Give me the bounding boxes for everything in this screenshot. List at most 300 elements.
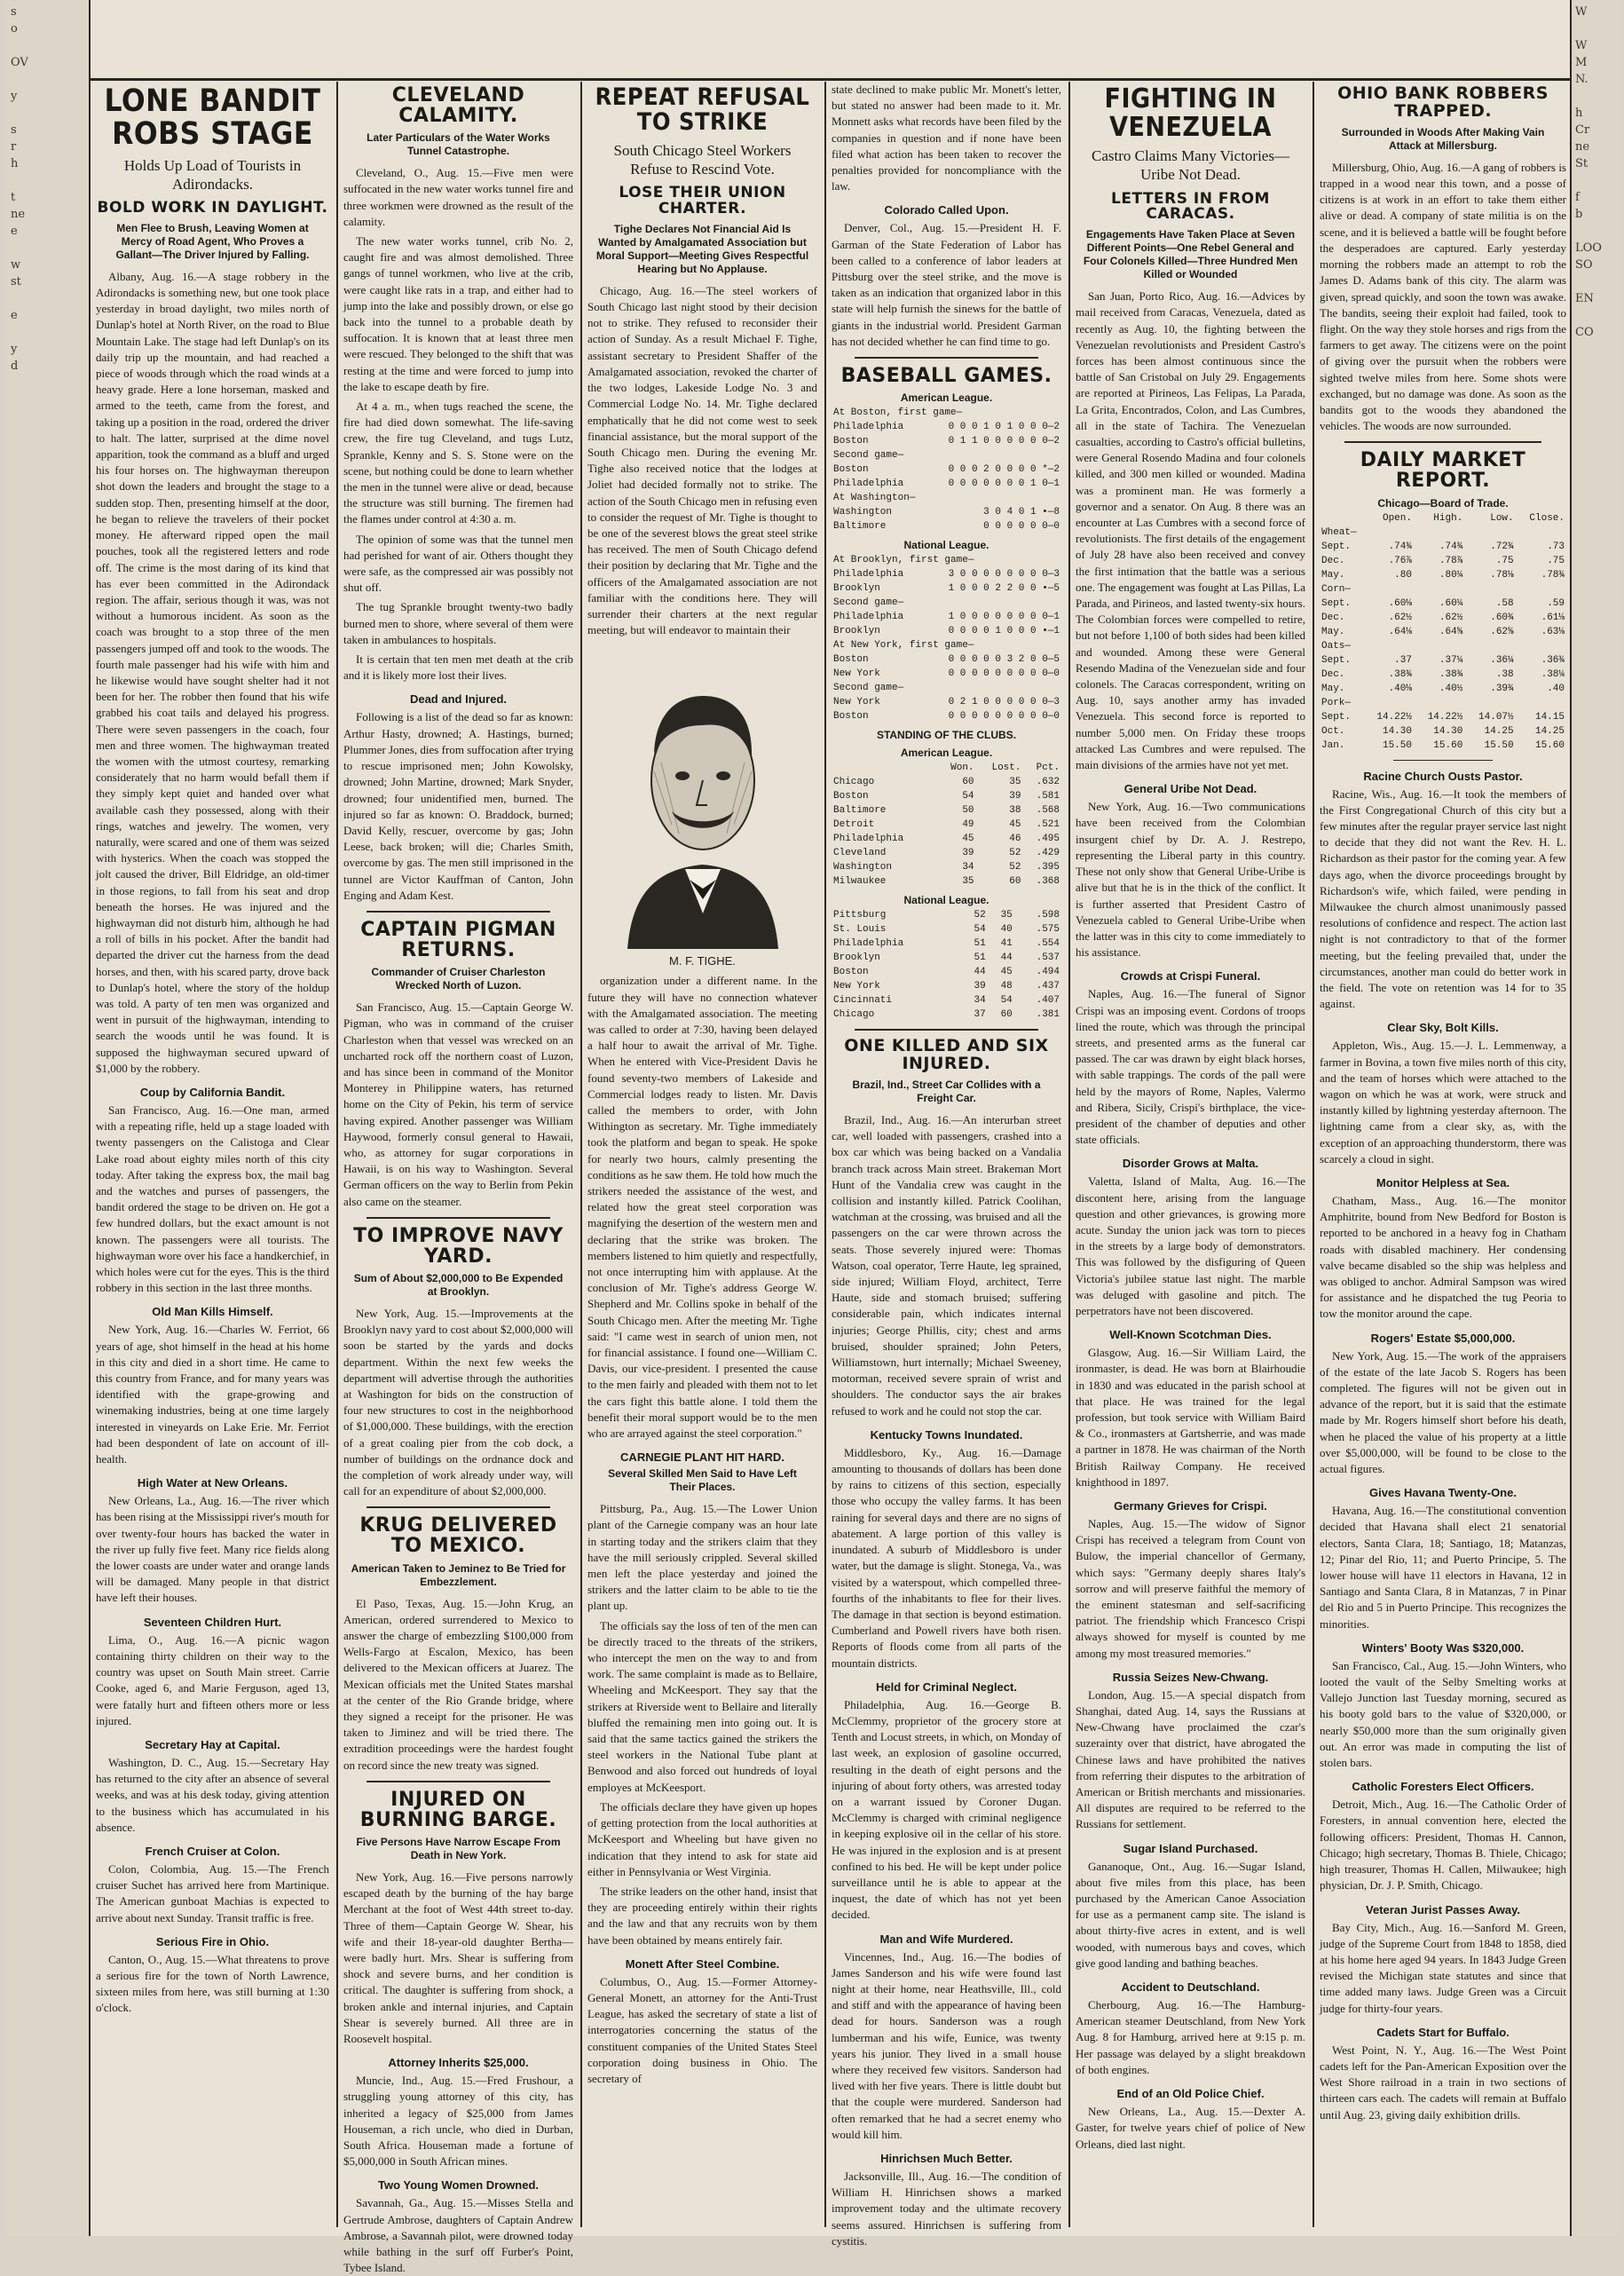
table-row xyxy=(832,789,1061,803)
divider xyxy=(367,1506,550,1508)
column-2 xyxy=(343,82,573,2275)
brief-title: Monitor Helpless at Sea. xyxy=(1376,1175,1510,1189)
price: 14.25 xyxy=(1534,725,1565,737)
price: 14.22½ xyxy=(1376,711,1412,723)
column-3 xyxy=(587,82,817,2227)
summary-deck: Brazil, Ind., Street Car Collides with a Freight Car. xyxy=(852,1079,1041,1105)
article-text: Denver, Col., Aug. 15.—President H. F. Garman of the State Federation of Labor has been called to a conference of labor leaders at Pittsburg over the steel strike, and the move is taken as an indication that organized labor in this state will help furnish the sinews for the battle of giants in the industrial world. President Garman has not decided whether he can find time to go. xyxy=(832,221,1061,348)
price: .37 xyxy=(1394,654,1412,666)
losses: 48 xyxy=(1000,981,1013,992)
inning-line: 0 0 0 2 0 0 0 0 *—2 xyxy=(948,464,1060,476)
table-row xyxy=(832,709,1061,723)
price: .78⅞ xyxy=(1439,555,1463,566)
column-rule xyxy=(1068,82,1070,2227)
losses: 39 xyxy=(1009,791,1021,802)
percentage: .429 xyxy=(1036,848,1060,859)
article-text: The opinion of some was that the tunnel men had perished for want of air. Others thought they were safe, as the compressed air was possibly not shut off. xyxy=(343,532,573,595)
inning-line: 1 0 0 0 2 2 0 0 •—5 xyxy=(948,583,1060,595)
article-text: At 4 a. m., when tugs reached the scene, the fire had died down somewhat. The life-saving crew, the fire tug Cleveland, and tugs Lutz, Sprankle, Kenny and S. S. Stone were on the scene, but nothing could be done to learn whether the men in the tunnel were alive or dead, because the structure was still burning. The firemen had the flames under control at 4:30 a. m. xyxy=(343,399,573,526)
table-row xyxy=(832,667,1061,681)
month: May. xyxy=(1321,569,1345,581)
price: .38¾ xyxy=(1388,668,1412,680)
article-text: San Francisco, Aug. 16.—One man, armed with a repeating rifle, held up a stage loaded with twenty passengers on the Calistoga and Clear Lake road about eighty miles north of this city today. After taking the express box, the mail bag and the watches and purses of passengers, the bandit ordered the stage to be driven on. He got a few hundred dollars, but the exact amount is not known. The passengers were all tourists. The highwayman wore over his face a handkerchief, in which holes were cut for the eyes. This is the third robbery in this section in the last three months. xyxy=(96,1103,329,1295)
brief-title: Kentucky Towns Inundated. xyxy=(870,1427,1023,1442)
table-row xyxy=(832,519,1061,533)
table-row xyxy=(832,951,1061,965)
brief-title: Crowds at Crispi Funeral. xyxy=(1120,969,1261,984)
brief-title: French Cruiser at Colon. xyxy=(145,1844,280,1858)
brief-title: Monett After Steel Combine. xyxy=(625,1956,780,1971)
article-text: Naples, Aug. 15.—The widow of Signor Crispi has received a telegram from Count von Bulow, the imperial chancellor of Germany, which says: "Germany deeply shares Italy's sorrow and will preserve faithful the memory of the eminent statesman and self-sacrificing patriot. The friendship which Francesco Crispi always showed for myself is counted by me among my most treasured memories." xyxy=(1076,1517,1305,1660)
price: .40 xyxy=(1547,683,1565,694)
brief-title: CARNEGIE PLANT HIT HARD. xyxy=(620,1450,784,1465)
brief-title: Dead and Injured. xyxy=(409,692,508,707)
brief-title: Catholic Foresters Elect Officers. xyxy=(1352,1780,1534,1794)
article-text: The tug Sprankle brought twenty-two badly burned men to shore, where several of them were taken in ambulances to hospitals. xyxy=(343,600,573,646)
month: Oct. xyxy=(1321,725,1345,737)
commodity-label: Wheat— xyxy=(1321,526,1357,538)
article-text: Canton, O., Aug. 15.—What threatens to prove a serious fire for the town of North Lawrence, sixteen miles from here, was still burning at 1:30 o'clock. xyxy=(96,1952,329,2015)
game-label: Second game— xyxy=(833,450,904,462)
article-text: Havana, Aug. 16.—The constitutional convention decided that Havana shall elect 21 senatorial electors, Santa Clara, 18; Santiago, 18; Matanzas, 12; Pinar del Rio, 11; and Puerto Principe, 5. The lower house will have 11 electors in Havana, 12 in Santiago and Santa Clara, 8 in Matanzas, 7 in Pinar del Rio and 5 in Puerto Principe. This recognizes the minorities. xyxy=(1320,1504,1566,1631)
wins: 35 xyxy=(962,876,974,888)
wins: 50 xyxy=(962,805,974,817)
column-header: Pct. xyxy=(1036,763,1060,774)
column-header: Close. xyxy=(1529,512,1565,524)
month: Dec. xyxy=(1321,668,1345,680)
price: .80 xyxy=(1394,569,1412,581)
price: .64⅛ xyxy=(1388,626,1412,637)
team-name: Philadelphia xyxy=(833,478,904,490)
inning-line: 0 0 0 0 1 0 0 0 •—1 xyxy=(948,626,1060,637)
american-league-scores xyxy=(832,406,1061,533)
divider xyxy=(855,1029,1038,1031)
subheadline: LETTERS IN FROM CARACAS. xyxy=(1111,189,1270,224)
brief-title: General Uribe Not Dead. xyxy=(1123,782,1257,796)
percentage: .368 xyxy=(1036,876,1060,888)
brief-title: Germany Grieves for Crispi. xyxy=(1114,1499,1267,1513)
wins: 34 xyxy=(974,995,986,1007)
losses: 45 xyxy=(1000,967,1013,978)
wins: 54 xyxy=(974,924,986,936)
article-text: New York, Aug. 16.—Charles W. Ferriot, 66 years of age, shot himself in the head at his home in this city and died in a short time. He came to this country from France, and for many years was identified with the grape-growing and winemaking industries, being at one time largely interested in vineyards on Lake Erie. Mr. Ferriot had been despondent of late on account of ill-health. xyxy=(96,1323,329,1466)
article-text: Albany, Aug. 16.—A stage robbery in the Adirondacks is something new, but one took place yesterday in broad daylight, two miles north of Dunlap's hotel at North River, on the road to Blue Mountain Lake. The stage had left Dunlap's on its daily trip up the mountain, and had reached a piece of woods through which the road winds at a heavy grade. Here a lone horseman, masked and armed to the teeth, came from the forest, and taking up a position in the road, ordered the driver to halt. The latter, surprised at the dime novel apparition, took the command as a bluff and urged his four horses on. The highwayman thereupon shot down the leaders and brought the stage to a sudden stop. Then, presenting himself at the door, he began to relieve the travelers of their pocket money. He afterward ripped open the mail pouches, took all the registered letters and rode off. The crime is the most daring of its kind that has ever been committed in the Adirondack region. The affair, serious though it was, was not without a humorous incident. As soon as the coach was brought to a stop three of the men passengers jumped off and took to the woods. The fourth male passenger had his wife with him and he likewise would have sought shelter had it not been for her. The robber then found that his wife grabbed his coat tails and delayed his progress. There were seven passengers in the coach, four men and three women. The highwayman treated the women with the utmost courtesy, remarking considerately that no harm would befall them if they simply kept quiet and handed over what available cash they possessed, along with their rings, watches and jewelry. The women, very naturally, were scared and one of them was seized with hysterics. When the coach was stopped the jolt caused the driver, Bill Eldridge, an old-timer in those regions, to fall from his seat and drop beneath the horses. He was injured and the highwayman did not disturb him, although he had a roll of bills in his pocket. After the bandit had departed the driver cut the harness from the dead horses, and then, with his scared party, drove back to Dunlap's hotel, where the story of the holdup was told. A party of ten men was organized and went in pursuit of the highwayman, intending to search the woods until he was found. It is supposed the highwayman secured upward of $1,000 by the robbery. xyxy=(96,269,329,1075)
american-standings-table xyxy=(832,761,1061,889)
brief-title: Racine Church Ousts Pastor. xyxy=(1363,769,1523,783)
article-text: organization under a different name. In the future they will have no connection whatever with the Amalgamated association. The meeting was called to order at 7:30, having been delayed a half hour to await the arrival of Mr. Tighe. When he entered with Vice-President Davis he found seventy-two members of Lakeside and Commercial lodges ready to listen. Mr. Davis called the members to order, with John Withington as secretary. Mr. Tighe immediately took the platform and began to speak. He spoke for nearly two hours, calmly presenting the conditions as he saw them. He told how much the strikers needed the assistance of the west, and related how the great steel corporation was magnifying the desertion of the western men and declaring that the strike was broken. The members listened to him quietly and respectfully, not once interrupting him with applause. At the conclusion of Mr. Tighe's address George W. Shepherd and Mr. Collins spoke in behalf of the South Chicago men. After the meeting Mr. Tighe said: "I came west in search of union men, not for financial assistance. I found one—William C. Davis, our vice-president. I presented the cause to the men fairly and pleaded with them not to let the cars fight this battle alone. I told them the benefit their moral support would be to the men who are arrayed against the steel corporation." xyxy=(587,974,817,1441)
price: .59 xyxy=(1547,597,1565,609)
table-row xyxy=(832,922,1061,936)
article-text: Brazil, Ind., Aug. 16.—An interurban street car, well loaded with passengers, crashed into a box car which was being backed on a Vandalia branch track across Main street. Brakeman Mort Hunt of the Vandalia crew was caught in the collision and instantly killed. Patrick Coolihan, watchman at the crossing, was bruised and all the passengers on the car were thrown across the seats. Those severely injured were: Thomas Watson, coal operator, Terre Haute, leg sprained, side injured; William Floyd, architect, Terre Haute, side and stomach bruised; suffering considerable pain, which indicates internal injuries; George Phillis, city; chest and arms bruised, shoulder sprained; John Peters, Williamstown, hurt internally; Michael Sweeney, motorman, received severe sprain of wrist and shoulders. The conductor says the air brakes refused to work and he could not stop the car. xyxy=(832,1113,1061,1418)
brief-title: Two Young Women Drowned. xyxy=(377,2178,540,2193)
team-name: St. Louis xyxy=(833,924,887,936)
article-text: New York, Aug. 16.—Two communications have been received from the Colombian insurgent chief by Dr. A. J. Restrepo, representing the Liberal party in this country. These not only show that General Uribe-Uribe is alive but that he is in the thick of the conflict. It is further asserted that President Castro of Venezuela cabled to General Uribe-Uribe when the latter was in this city to come immediately to his assistance. xyxy=(1076,800,1305,960)
price: .72¾ xyxy=(1490,541,1514,552)
brief-title: Coup by California Bandit. xyxy=(139,1086,286,1099)
month: Dec. xyxy=(1321,555,1345,566)
summary-deck: Engagements Have Taken Place at Seven Different Points—One Rebel General and Four Colonels Killed—Three Hundred Men Killed or Wounded xyxy=(1083,228,1298,281)
article-text: Middlesboro, Ky., Aug. 16.—Damage amounting to thousands of dollars has been done by rains to citizens of this section, especially those who occupy the valley farms. It has been raining for several days and there are no signs of abatement. A large portion of this valley is inundated. A suburb of Middlesboro is under water, but the damage is slight. Stonega, Va., was visited by a waterspout, which compelled three-fourths of the inhabitants to flee for their lives. The damage in that section is beyond estimation. Cumberland and Powell rivers have both risen. Reports of floods come from all parts of the mountain districts. xyxy=(832,1445,1061,1670)
table-row xyxy=(832,775,1061,789)
losses: 60 xyxy=(1000,1009,1013,1021)
losses: 41 xyxy=(1000,938,1013,950)
divider xyxy=(855,357,1038,359)
losses: 35 xyxy=(1009,777,1021,788)
article-text: New York, Aug. 15.—Improvements at the Brooklyn navy yard to cost about $2,000,000 will soon be started by the yards and docks department. Within the next few weeks the department will advertise through the authorities at Washington for bids on the construction of four new structures to cost in the neighborhood of $1,000,000. These buildings, with the erection of a great coaling pier from the cob dock, a number of buildings on the ordnance dock and the completion of work already under way, will call for an expenditure of about $2,000,000. xyxy=(343,1306,573,1498)
table-row xyxy=(832,624,1061,638)
losses: 40 xyxy=(1000,924,1013,936)
standings-title: STANDING OF THE CLUBS. xyxy=(876,729,1017,742)
price: .80¼ xyxy=(1439,569,1463,581)
article-text: Colon, Colombia, Aug. 15.—The French cruiser Suchet has arrived here from Martinique. The American gunboat Machias is expected to arrive about next Sunday. Transit traffic is free. xyxy=(96,1861,329,1924)
table-row xyxy=(832,434,1061,448)
column-rule xyxy=(1313,82,1314,2227)
price: .78¾ xyxy=(1541,569,1565,581)
article-text: Glasgow, Aug. 16.—Sir William Laird, the ironmaster, is dead. He was born at Blairhoudie in 1830 and was educated in the parish school at that place. He was trained for the legal profession, but took service with William Baird & Co., ironmasters at Gartsherrie, and was made a partner in 1878. He was chairman of the North British Railway Company. He received knighthood in 1897. xyxy=(1076,1346,1305,1489)
divider xyxy=(367,1217,550,1219)
game-label: Second game— xyxy=(833,597,904,609)
price: .38¼ xyxy=(1541,668,1565,680)
column-5 xyxy=(1076,82,1305,2227)
team-name: Cincinnati xyxy=(833,995,893,1007)
percentage: .395 xyxy=(1036,862,1060,873)
price: .74¾ xyxy=(1388,541,1412,552)
table-row xyxy=(1320,668,1566,682)
inning-line: 0 2 1 0 0 0 0 0 0—3 xyxy=(948,697,1060,708)
price: .38¾ xyxy=(1439,668,1463,680)
team-name: Baltimore xyxy=(833,521,887,533)
price: .36¼ xyxy=(1490,654,1514,666)
game-score-table xyxy=(832,491,1061,533)
headline: FIGHTING IN VENEZUELA xyxy=(1104,83,1277,143)
game-label: At Boston, first game— xyxy=(833,407,963,419)
percentage: .537 xyxy=(1036,952,1060,964)
summary-deck: Five Persons Have Narrow Escape From Death in New York. xyxy=(356,1835,561,1861)
inning-line: 0 0 0 0 0 0 0 0 0—0 xyxy=(948,668,1060,680)
deck: South Chicago Steel Workers Refuse to Rescind Vote. xyxy=(613,141,792,178)
table-row xyxy=(832,936,1061,951)
wins: 54 xyxy=(962,791,974,802)
column-header: Open. xyxy=(1382,512,1412,524)
inning-line: 0 1 1 0 0 0 0 0 0—2 xyxy=(948,436,1060,447)
month: Jan. xyxy=(1321,739,1345,751)
headline: CAPTAIN PIGMAN RETURNS. xyxy=(360,918,556,962)
brief-title: Man and Wife Murdered. xyxy=(879,1932,1013,1946)
price: .75 xyxy=(1547,555,1565,566)
brief-title: Veteran Jurist Passes Away. xyxy=(1366,1902,1520,1916)
article-text: New York, Aug. 16.—Five persons narrowly escaped death by the burning of the hay barge Merchant at the foot of West 44th street to-day. Three of them—Captain George W. Shear, his wife and their 18-year-old daughter Bertha—were badly hurt. Mrs. Shear is suffering from shock and severe burns, and her condition is critical. The daughter is suffering from shock, a broken ankle and internal injuries, and Captain Shear is severely burned. All three are in Roosevelt hospital. xyxy=(343,1869,573,2046)
article-text: New York, Aug. 15.—The work of the appraisers of the estate of the late Jacob S. Rogers has been completed. The figures will not be given out in advance of the report, but it is said that the estimate made by Mr. Rogers himself short before his death, when he placed the value of his property at a little over $5,000,000, will be found to be close to the actual figures. xyxy=(1320,1348,1566,1476)
losses: 54 xyxy=(1000,995,1013,1007)
table-row xyxy=(832,1008,1061,1022)
team-name: Philadelphia xyxy=(833,569,904,581)
percentage: .495 xyxy=(1036,834,1060,845)
headline: INJURED ON BURNING BARGE. xyxy=(359,1788,557,1831)
wins: 49 xyxy=(962,819,974,831)
table-row xyxy=(832,908,1061,922)
inning-line: 3 0 0 0 0 0 0 0 0—3 xyxy=(948,569,1060,581)
price: 15.50 xyxy=(1484,739,1514,751)
subheadline: LOSE THEIR UNION CHARTER. xyxy=(619,184,786,218)
table-row xyxy=(832,993,1061,1008)
game-label: Second game— xyxy=(833,683,904,694)
table-row xyxy=(832,846,1061,860)
wins: 34 xyxy=(962,862,974,873)
table-row xyxy=(832,832,1061,846)
price: .76⅞ xyxy=(1388,555,1412,566)
brief-title: Well-Known Scotchman Dies. xyxy=(1109,1328,1272,1342)
team-name: Washington xyxy=(833,507,893,518)
article-text: San Juan, Porto Rico, Aug. 16.—Advices by mail received from Caracas, Venezuela, dated as recently as Aug. 10, the fighting between the Venezuelan revolutionists and President Castro's forces has been almost continuous since the battle of San Cristobal on July 29. Engagements are reported at Pirineos, Las Felipas, La Parada, La Grita, Encontrados, Colon, and Las Cumbres, all in the state of Tachira. The Venezuelan casualties, according to Castro's official bulletins, were General Rosendo Madina and four colonels killed, and 300 men killed or wounded. Madina was a prominent man. He was formerly a governor and a senator. On Aug. 8 there was an encounter at Las Cumbres with a second force of revolutionists. The first details of the engagement of July 28 have also been received and convey the first intimation that the battle was a serious one. The engagement was fought at Las Pillas, La Parada, and Pirineos, and lasted twenty-six hours. The Colombian forces were compelled to retire, but not before 1,100 of both sides had been killed and wounded. Among these were General Resendo Madina of the Venezuelan side and four colonels. The Caracas correspondent, writing on Aug. 10, says another army has invaded Venezuela. This second force is reported to number 5,000 men. On Friday these troops attacked Las Cumbres and were repulsed. The main divisions of the armies have not yet met. xyxy=(1076,289,1305,772)
table-row xyxy=(1320,739,1566,753)
league-title: American League. xyxy=(900,747,993,760)
price: .78⅛ xyxy=(1490,569,1514,581)
brief-title: Hinrichsen Much Better. xyxy=(880,2152,1013,2165)
team-name: Boston xyxy=(833,464,869,476)
price: .61⅛ xyxy=(1541,612,1565,623)
article-text: Muncie, Ind., Aug. 15.—Fred Frushour, a struggling young attorney of this city, has inherited a legacy of $25,000 from James Houseman, a rich uncle, who died in Durban, South Africa. Houseman made a fortune of $5,000,000 in South African mines. xyxy=(343,2074,573,2169)
portrait-caption: M. F. TIGHE. xyxy=(669,954,736,968)
column-4 xyxy=(832,82,1061,2248)
game-label: At Washington— xyxy=(833,493,916,504)
divider xyxy=(1393,760,1492,761)
headline: BASEBALL GAMES. xyxy=(840,365,1052,388)
losses: 45 xyxy=(1009,819,1021,831)
article-text: Valetta, Island of Malta, Aug. 16.—The discontent here, arising from the language question and other grievances, is growing more acute. Sunday the union jack was torn to pieces in the streets by a large body of demonstrators. This was followed by the disfiguring of Queen Victoria's jubilee statue last night. The marble was deluged with gasoline and pitch. The perpetrators have not been discovered. xyxy=(1076,1174,1305,1317)
article-text: Appleton, Wis., Aug. 15.—J. L. Lemmenway, a farmer in Bovina, a town five miles north of this city, and the team of horses which were attached to the wagon on which he was at work, were struck and instantly killed by lightning yesterday afternoon. The lightning came from a clear sky, as, with the exception of an approaching thunderstorm, there was scarcely a cloud in sight. xyxy=(1320,1039,1566,1166)
inning-line: 0 0 0 0 0 3 2 0 0—5 xyxy=(948,654,1060,666)
team-name: Brooklyn xyxy=(833,952,880,964)
article-text: Bay City, Mich., Aug. 16.—Sanford M. Green, judge of the Supreme Court from 1848 to 1858, died at his home here aged 94 years. In 1843 Judge Green revised the Michigan state statutes and since that time added many laws. Judge Green was a Circuit judge for thirty-four years. xyxy=(1320,1920,1566,2015)
price: .62⅝ xyxy=(1490,626,1514,637)
national-standings-table xyxy=(832,908,1061,1022)
headline: KRUG DELIVERED TO MEXICO. xyxy=(359,1514,557,1558)
headline: ONE KILLED AND SIX INJURED. xyxy=(844,1036,1049,1074)
price: .39¾ xyxy=(1490,683,1514,694)
article-text: Naples, Aug. 16.—The funeral of Signor Crispi was an imposing event. Cordons of troops lined the route, which was through the principal streets, and presented arms as the funeral car passed. The car was drawn by eight black horses, with sable trappings. The cords of the pall were held by the mayors of Rome, Naples, Valermo and Ribera, Sicily, Crispi's birthplace, the vice-president of the chamber of deputies and other state officials. xyxy=(1076,987,1305,1147)
article-text: San Francisco, Cal., Aug. 15.—John Winters, who looted the vault of the Selby Smelting works at Vallejo Junction last Tuesday morning, secured as his booty gold bars to the value of $320,000, or nearly $50,000 more than the sum originally given out. An error was made in computing the list of stolen bars. xyxy=(1320,1658,1566,1770)
team-name: New York xyxy=(833,981,880,992)
brief-title: Gives Havana Twenty-One. xyxy=(1369,1486,1517,1500)
deck: Castro Claims Many Victories—Uribe Not Dead. xyxy=(1092,147,1289,184)
table-row xyxy=(832,652,1061,667)
adjacent-page-text: s o OV y s r h t ne e w st e y d xyxy=(11,5,28,373)
percentage: .575 xyxy=(1036,924,1060,936)
brief-title: Accident to Deutschland. xyxy=(1121,1980,1260,1995)
team-name: Boston xyxy=(833,654,869,666)
price: .40½ xyxy=(1439,683,1463,694)
team-name: Brooklyn xyxy=(833,626,880,637)
month: Dec. xyxy=(1321,612,1345,623)
month: May. xyxy=(1321,626,1345,637)
game-label: At New York, first game— xyxy=(833,640,974,652)
team-name: Cleveland xyxy=(833,848,887,859)
team-name: New York xyxy=(833,668,880,680)
article-text: San Francisco, Aug. 15.—Captain George W. Pigman, who was in command of the cruiser Charleston when that vessel was wrecked on an uncharted rock off the northern coast of Luzon, and has since been in command of the Monitor Monterey in Philippine waters, has returned home on the City of Pekin, his term of service having expired. Another passenger was William Haywood, formerly consul general to Hawaii, who, as attorney for sugar corporations in Hawaii, is on his way to Washington. Several German officers on the way to Berlin from Pekin also came on the steamer. xyxy=(343,1000,573,1208)
divider xyxy=(367,911,550,913)
summary-deck: Sum of About $2,000,000 to Be Expended at Brooklyn. xyxy=(353,1271,564,1298)
price: .38 xyxy=(1495,668,1514,680)
adjacent-page-text: W W M N. h Cr ne St f b LOO SO EN CO xyxy=(1575,5,1602,339)
team-name: Boston xyxy=(833,436,869,447)
league-title: National League. xyxy=(903,894,989,907)
table-row xyxy=(1320,625,1566,639)
price: 15.50 xyxy=(1382,739,1412,751)
month: Sept. xyxy=(1321,541,1352,552)
wins: 45 xyxy=(962,834,974,845)
table-row xyxy=(1320,611,1566,625)
price: .60¼ xyxy=(1439,597,1463,609)
price: .60¾ xyxy=(1490,612,1514,623)
national-league-scores xyxy=(832,553,1061,723)
percentage: .598 xyxy=(1036,910,1060,921)
price: 14.15 xyxy=(1534,711,1565,723)
team-name: Pittsburg xyxy=(833,910,887,921)
table-row xyxy=(832,505,1061,519)
table-row xyxy=(1320,682,1566,696)
article-text: The officials say the loss of ten of the men can be directly traced to the threats of the strikers, who intercept the men on the way to and from work. The same complaint is made as to Bellaire, Wheeling and McKeesport. They say that the strikers at Riverside went to Bellaire and literally bluffed the remaining men into going out. It is said that the same tactics gained the strikers the steel workers in the National Tube plant at Benwood and also forced out hundreds of loyal employes at McKeesport. xyxy=(587,1618,817,1794)
newspaper-page xyxy=(7,0,1620,2275)
price: 14.30 xyxy=(1382,725,1412,737)
summary-deck: American Taken to Jeminez to Be Tried for Embezzlement. xyxy=(351,1561,566,1588)
game-score-table xyxy=(832,638,1061,681)
brief-title: Winters' Booty Was $320,000. xyxy=(1361,1640,1525,1655)
game-score-table xyxy=(832,596,1061,638)
percentage: .521 xyxy=(1036,819,1060,831)
losses: 38 xyxy=(1009,805,1021,817)
column-1 xyxy=(96,82,329,2227)
inning-line: 1 0 0 0 0 0 0 0 0—1 xyxy=(948,612,1060,623)
team-name: Boston xyxy=(833,711,869,723)
table-row xyxy=(1320,653,1566,668)
article-text: Detroit, Mich., Aug. 16.—The Catholic Order of Foresters, in annual convention here, elected the following officers: President, Thomas H. Cannon, Chicago; high secretary, Thomas B. Thiele, Chicago; high treasurer, Thomas H. Callen, Milwaukee; high physician, Dr. J. P. Smith, Chicago. xyxy=(1320,1798,1566,1893)
brief-title: Secretary Hay at Capital. xyxy=(145,1737,280,1751)
percentage: .494 xyxy=(1036,967,1060,978)
game-label: At Brooklyn, first game— xyxy=(833,555,974,566)
team-name: Philadelphia xyxy=(833,612,904,623)
article-text: Lima, O., Aug. 16.—A picnic wagon containing thirty children on their way to the country was upset on South Main street. Carrie Cooke, aged 6, and Marie Ferguson, aged 13, were fatally hurt and fifteen others more or less injured. xyxy=(96,1632,329,1727)
team-name: Detroit xyxy=(833,819,875,831)
table-row xyxy=(832,818,1061,832)
game-score-table xyxy=(832,406,1061,448)
percentage: .437 xyxy=(1036,981,1060,992)
inning-line: 0 0 0 1 0 1 0 0 0—2 xyxy=(948,422,1060,433)
wins: 51 xyxy=(974,938,986,950)
percentage: .554 xyxy=(1036,938,1060,950)
article-text: Pittsburg, Pa., Aug. 15.—The Lower Union plant of the Carnegie company was an hour late in starting today and the strikers claim that they have the mill seriously crippled. Several skilled men left the place yesterday and joined the strikers and the latter claim to be able to tie the plant up. xyxy=(587,1502,817,1613)
month: Sept. xyxy=(1321,654,1352,666)
column-header: Lost. xyxy=(991,763,1021,774)
brief-title: End of an Old Police Chief. xyxy=(1116,2087,1265,2101)
top-rule xyxy=(89,78,1572,81)
table-row xyxy=(1320,710,1566,724)
table-row xyxy=(832,874,1061,889)
price: .37¼ xyxy=(1439,654,1463,666)
article-text: Savannah, Ga., Aug. 15.—Misses Stella and Gertrude Ambrose, daughters of Captain Andrew Ambrose, a Savannah pilot, were drowned today while bathing in the surf off Furber's Point, Tybee Island. xyxy=(343,2196,573,2275)
article-text: The officials declare they have given up hopes of getting protection from the local authorities at McKeesport and Wheeling but have given no indication that they intend to ask for state aid either in Pennsylvania or West Virginia. xyxy=(587,1799,817,1878)
summary-deck: Several Skilled Men Said to Have Left Their Places. xyxy=(608,1467,797,1494)
price: .62½ xyxy=(1439,612,1463,623)
article-text: Jacksonville, Ill., Aug. 16.—The condition of William H. Hinrichsen shows a marked improvement today and the ultimate recovery seems assured. Hinrichsen is suffering from cystitis. xyxy=(832,2169,1061,2248)
article-text: London, Aug. 15.—A special dispatch from Shanghai, dated Aug. 14, says the Russians at New-Chwang have proclaimed the czar's suzerainty over that district, have abrogated the Chinese laws and have prohibited the natives from referring their disputes to the arbitration of American or British merchants and missionaries. All disputes are required to be referred to the Russians for settlement. xyxy=(1076,1687,1305,1831)
table-row xyxy=(832,420,1061,434)
summary-deck: Men Flee to Brush, Leaving Women at Mercy of Road Agent, Who Proves a Gallant—The Driver Injured by Falling. xyxy=(115,221,310,261)
price: 14.07½ xyxy=(1478,711,1514,723)
price: 15.60 xyxy=(1433,739,1463,751)
article-text: New Orleans, La., Aug. 15.—Dexter A. Gaster, for twelve years chief of police of New Orleans, died last night. xyxy=(1076,2105,1305,2151)
portrait-engraving xyxy=(592,647,814,949)
percentage: .407 xyxy=(1036,995,1060,1007)
brief-title: Clear Sky, Bolt Kills. xyxy=(1387,1021,1499,1035)
adjacent-page-right xyxy=(1570,0,1620,2236)
table-row xyxy=(832,462,1061,477)
price: .60⅛ xyxy=(1388,597,1412,609)
wins: 39 xyxy=(974,981,986,992)
month: May. xyxy=(1321,683,1345,694)
price: .63⅛ xyxy=(1541,626,1565,637)
brief-title: Disorder Grows at Malta. xyxy=(1122,1157,1259,1171)
column-header: High. xyxy=(1433,512,1463,524)
team-name: Milwaukee xyxy=(833,876,887,888)
article-text: West Point, N. Y., Aug. 16.—The West Point cadets left for the Pan-American Exposition over the West Shore railroad in a train in two sections of thirteen cars each. The cadets will remain at Buffalo until Aug. 23, giving daily exhibition drills. xyxy=(1320,2043,1566,2122)
table-row xyxy=(832,581,1061,596)
inning-line: 0 0 0 0 0 0—0 xyxy=(983,521,1060,533)
team-name: Chicago xyxy=(833,1009,875,1021)
wins: 37 xyxy=(974,1009,986,1021)
article-text: Chatham, Mass., Aug. 16.—The monitor Amphitrite, bound from New Bedford for Boston is reported to be anchored in a heavy fog in Chatham roads with disabled machinery. Her condensing valve became disabled so the ship was helpless and was obliged to anchor. Admiral Sampson was wired for assistance and he dispatched the tug Peoria to tow the monitor around the cape. xyxy=(1320,1193,1566,1321)
deck: Holds Up Load of Tourists in Adirondacks. xyxy=(123,156,302,193)
price: 14.30 xyxy=(1433,725,1463,737)
team-name: Washington xyxy=(833,862,893,873)
table-row xyxy=(832,695,1061,709)
headline: OHIO BANK ROBBERS TRAPPED. xyxy=(1337,83,1549,121)
divider xyxy=(367,1781,550,1782)
price: 14.25 xyxy=(1484,725,1514,737)
game-score-table xyxy=(832,448,1061,491)
article-text: Philadelphia, Aug. 16.—George B. McClemmy, proprietor of the grocery store at Tenth and Locust streets, in which, on Monday of last week, an explosion of gasoline occurred, resulting in the death of eight persons and the injuring of about forty others, was arrested today on a warrant issued by Coroner Dugan. McClemmy is charged with criminal negligence in keeping explosive oil in the cellar of his store. He was injured in the explosion and is at present confined to his bed. He will be kept under police surveillance until he is able to appear at the inquest, the date of which has not yet been decided. xyxy=(832,1697,1061,1922)
price: 15.60 xyxy=(1534,739,1565,751)
table-row xyxy=(832,567,1061,581)
column-6 xyxy=(1320,82,1566,2227)
team-name: Chicago xyxy=(833,777,875,788)
losses: 44 xyxy=(1000,952,1013,964)
summary-deck: Tighe Declares Not Financial Aid Is Wanted by Amalgamated Association but Moral Support—Meeting Gives Respectful Hearing but No Applause. xyxy=(595,222,809,275)
percentage: .632 xyxy=(1036,777,1060,788)
column-header: Won. xyxy=(950,763,974,774)
headline: REPEAT REFUSAL TO STRIKE xyxy=(595,83,810,137)
price: .36¾ xyxy=(1541,654,1565,666)
article-text: Washington, D. C., Aug. 15.—Secretary Hay has returned to the city after an absence of several weeks, and was at his desk today, giving attention to the business which has accumulated in his absence. xyxy=(96,1755,329,1834)
team-name: Baltimore xyxy=(833,805,887,817)
summary-deck: Commander of Cruiser Charleston Wrecked North of Luzon. xyxy=(371,966,546,992)
summary-deck: Surrounded in Woods After Making Vain Attack at Millersburg. xyxy=(1341,125,1545,152)
losses: 46 xyxy=(1009,834,1021,845)
commodity-label: Oats— xyxy=(1321,640,1352,652)
table-row xyxy=(832,860,1061,874)
article-text: Cherbourg, Aug. 16.—The Hamburg-American steamer Deutschland, from New York Aug. 8 for Hamburg, arrived here at 9:15 p. m. Her passage was delayed by a slight breakdown of both engines. xyxy=(1076,1998,1305,2076)
article-text: state declined to make public Mr. Monett's letter, but stated no answer had been made to it. Mr. Monnett asks what records have been filed by the companies in question and if none have been filed what action has been taken to recover the penalties provided for noncompliance with the law. xyxy=(832,83,1061,194)
headline: DAILY MARKET REPORT. xyxy=(1360,449,1526,493)
table-row xyxy=(832,610,1061,624)
headline: LONE BANDIT ROBS STAGE xyxy=(104,83,321,152)
article-text: It is certain that ten men met death at the crib and it is likely more lost their lives. xyxy=(343,652,573,683)
column-rule xyxy=(580,82,582,2227)
wins: 51 xyxy=(974,952,986,964)
team-name: Philadelphia xyxy=(833,938,904,950)
wins: 44 xyxy=(974,967,986,978)
commodity-label: Pork— xyxy=(1321,697,1352,708)
losses: 35 xyxy=(1000,910,1013,921)
